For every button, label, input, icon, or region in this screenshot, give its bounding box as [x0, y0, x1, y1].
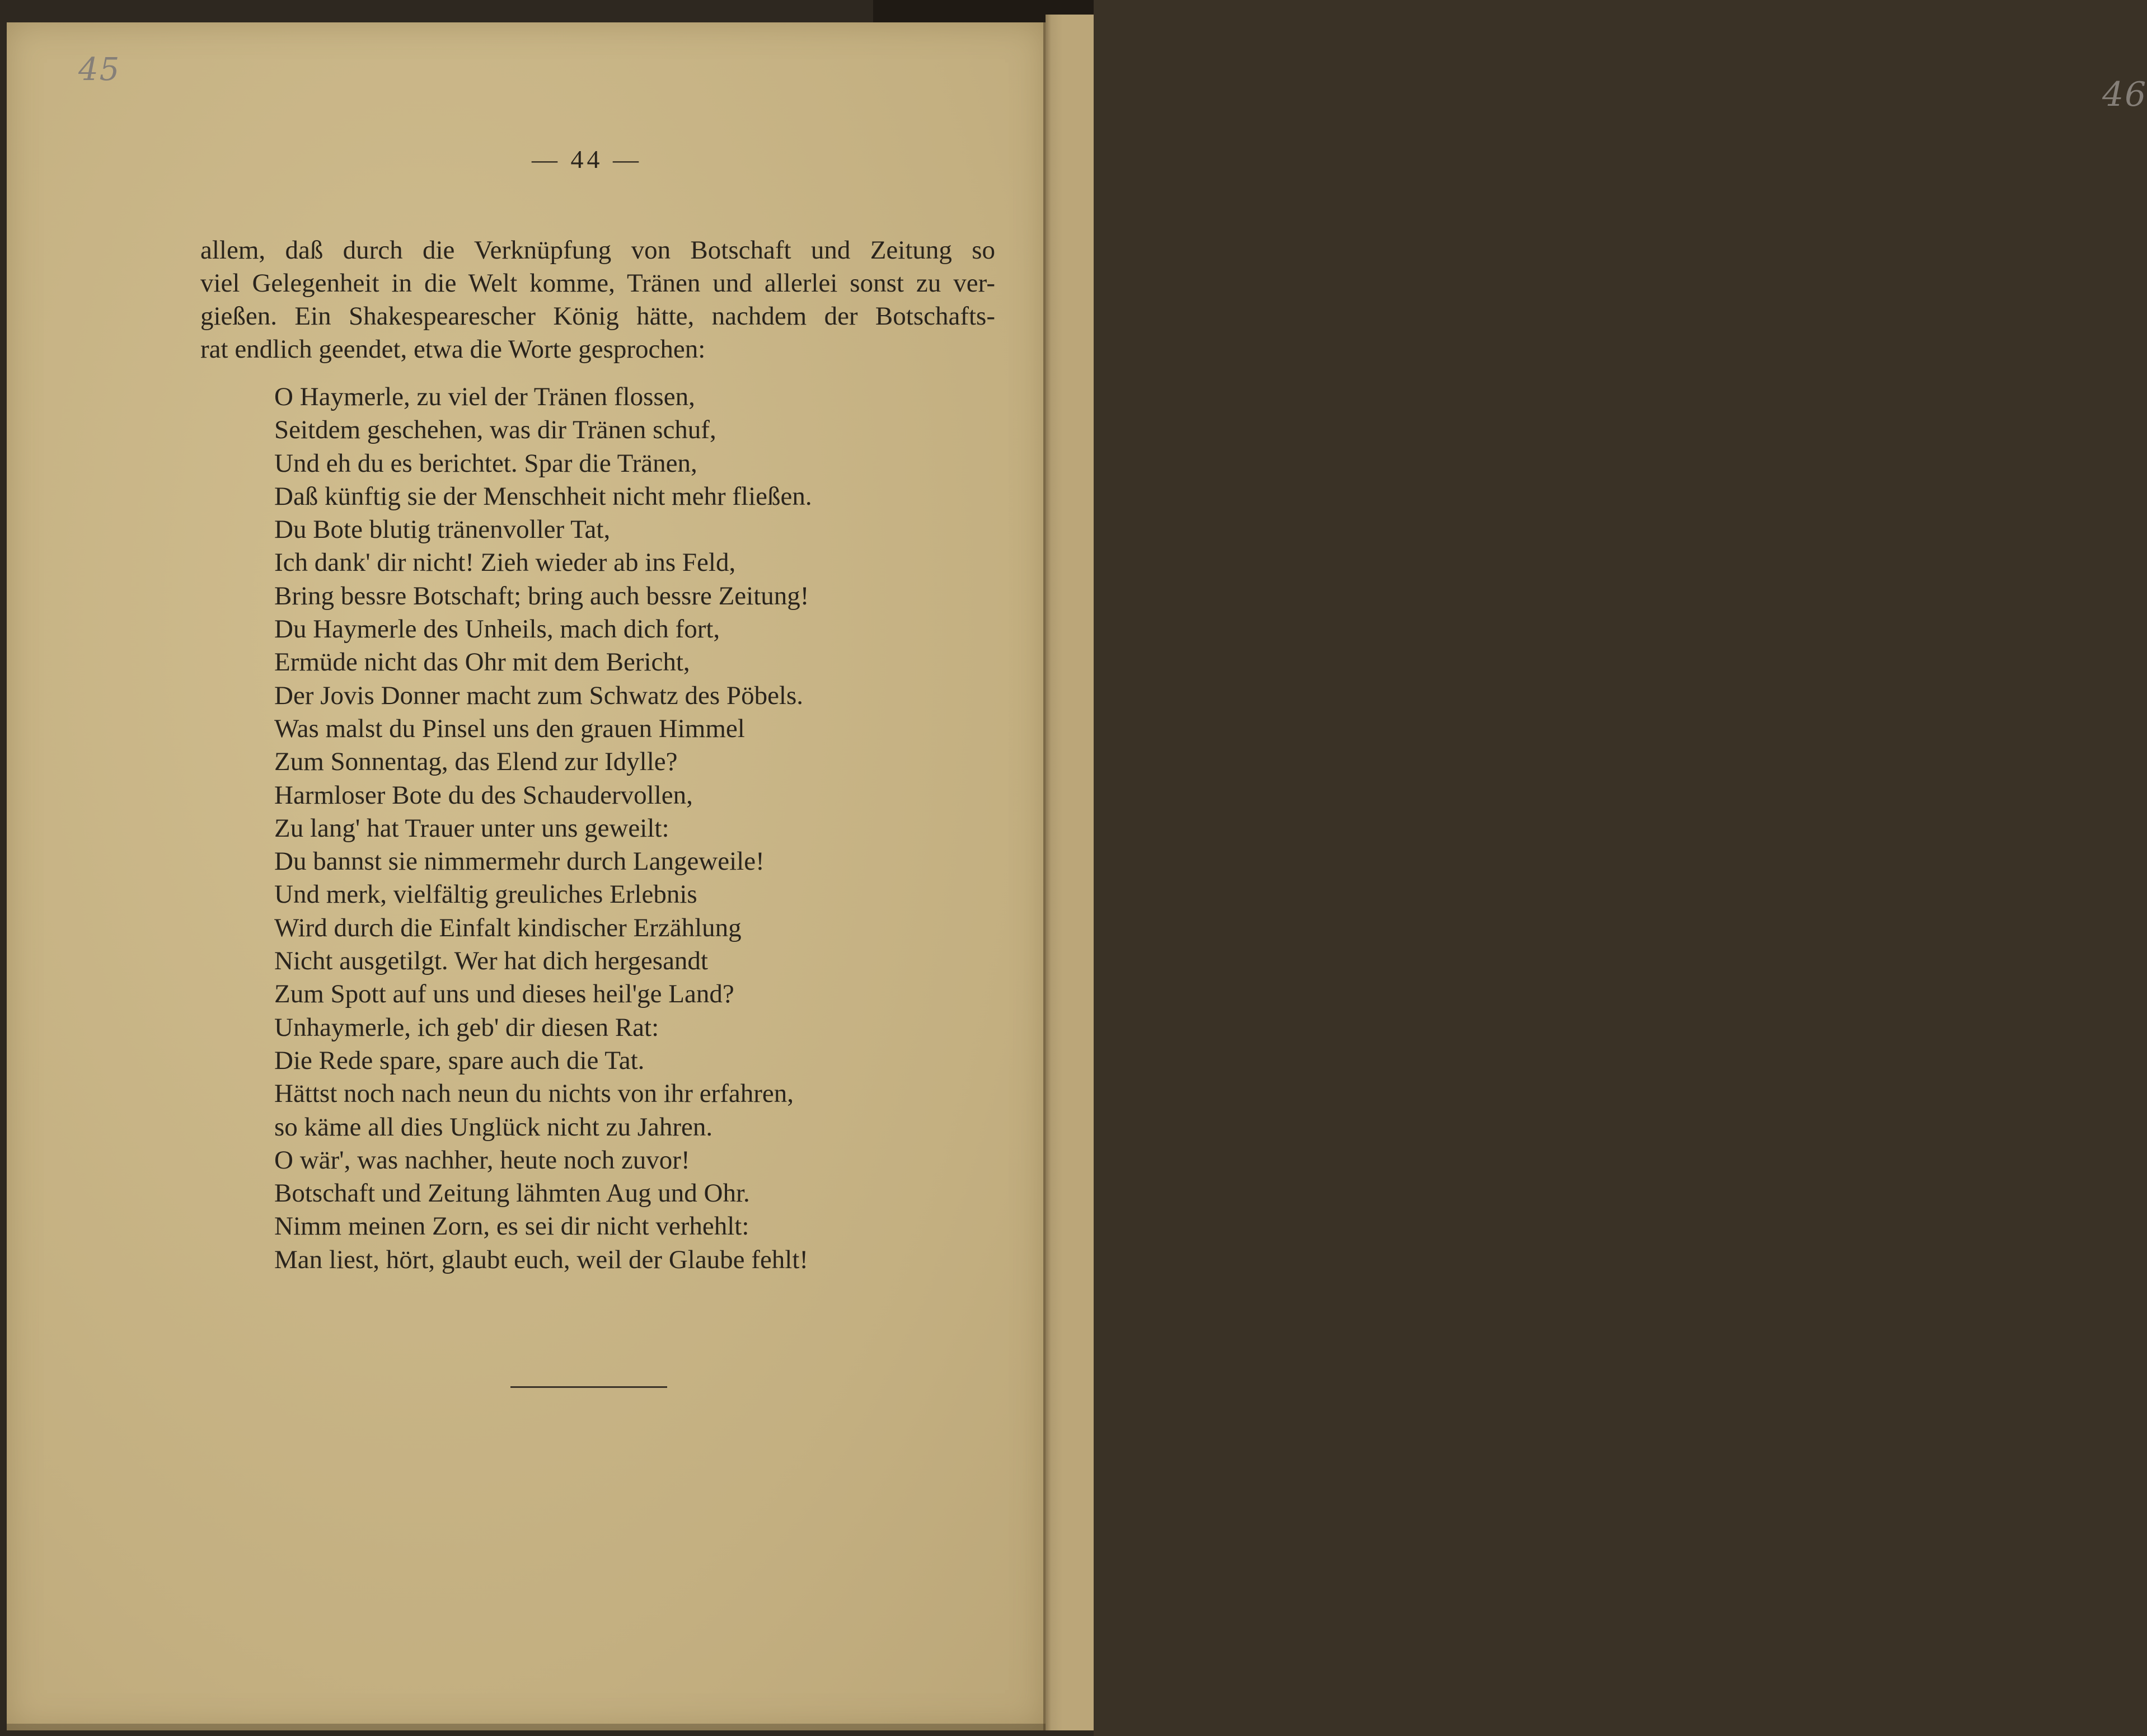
closing-rule	[510, 1386, 667, 1388]
verse-line: Zu lang' hat Trauer unter uns geweilt:	[274, 813, 669, 843]
verse-line: Du bannst sie nimmermehr durch Langeweile!	[274, 847, 765, 876]
verse-line: O wär', was nachher, heute noch zuvor!	[274, 1145, 690, 1175]
verse-line: Du Haymerle des Unheils, mach dich fort,	[274, 614, 720, 644]
verse-line: Und eh du es berichtet. Spar die Tränen,	[274, 448, 697, 478]
verse-line: Nimm meinen Zorn, es sei dir nicht verhehlt:	[274, 1212, 749, 1241]
verse-line: Man liest, hört, glaubt euch, weil der Glaube fehlt!	[274, 1245, 809, 1274]
prose-line: gießen. Ein Shakespearescher König hätte, nachdem der Botschafts-	[200, 302, 995, 331]
verse-line: Und merk, vielfältig greuliches Erlebnis	[274, 880, 697, 909]
pencil-folio-right: 46	[2102, 75, 2147, 114]
verse-line: Daß künftig sie der Menschheit nicht mehr fließen.	[274, 481, 812, 511]
verse-line: Seitdem geschehen, was dir Tränen schuf,	[274, 415, 716, 445]
verse-line: Harmloser Bote du des Schaudervollen,	[274, 780, 693, 810]
page-number: — 44 —	[532, 145, 642, 173]
verse-line: Botschaft und Zeitung lähmten Aug und Ohr.	[274, 1179, 750, 1208]
verse-line: Ermüde nicht das Ohr mit dem Bericht,	[274, 648, 690, 677]
next-page-edge	[1046, 15, 2147, 1730]
prose-paragraph	[200, 234, 995, 366]
verse-line: O Haymerle, zu viel der Tränen flossen,	[274, 382, 695, 411]
prose-line: viel Gelegenheit in die Welt komme, Tränen und allerlei sonst zu ver-	[200, 269, 995, 298]
verse-line: Unhaymerle, ich geb' dir diesen Rat:	[274, 1012, 659, 1042]
verse-line: Hättst noch nach neun du nichts von ihr erfahren,	[274, 1079, 794, 1109]
verse-line: Nicht ausgetilgt. Wer hat dich hergesandt	[274, 946, 708, 976]
verse-line: Wird durch die Einfalt kindischer Erzählung	[274, 913, 742, 942]
prose-line: allem, daß durch die Verknüpfung von Botschaft und Zeitung so	[200, 236, 995, 265]
verse-line: Zum Sonnentag, das Elend zur Idylle?	[274, 747, 678, 777]
verse-line: so käme all dies Unglück nicht zu Jahren.	[274, 1112, 713, 1142]
prose-line: rat endlich geendet, etwa die Worte gesprochen:	[200, 335, 706, 364]
pencil-folio-left: 45	[78, 51, 121, 88]
verse-line: Ich dank' dir nicht! Zieh wieder ab ins Feld,	[274, 548, 736, 578]
verse-block	[274, 381, 1002, 1277]
verse-line: Bring bessre Botschaft; bring auch bessre Zeitung!	[274, 581, 809, 611]
verse-line: Der Jovis Donner macht zum Schwatz des Pöbels.	[274, 681, 804, 710]
page-bottom-shadow	[7, 1724, 1046, 1730]
verse-line: Was malst du Pinsel uns den grauen Himmel	[274, 714, 745, 743]
verse-line: Die Rede spare, spare auch die Tat.	[274, 1045, 645, 1075]
verse-line: Du Bote blutig tränenvoller Tat,	[274, 515, 611, 545]
verse-line: Zum Spott auf uns und dieses heil'ge Land?	[274, 979, 734, 1009]
page-gutter	[1043, 22, 1046, 1730]
